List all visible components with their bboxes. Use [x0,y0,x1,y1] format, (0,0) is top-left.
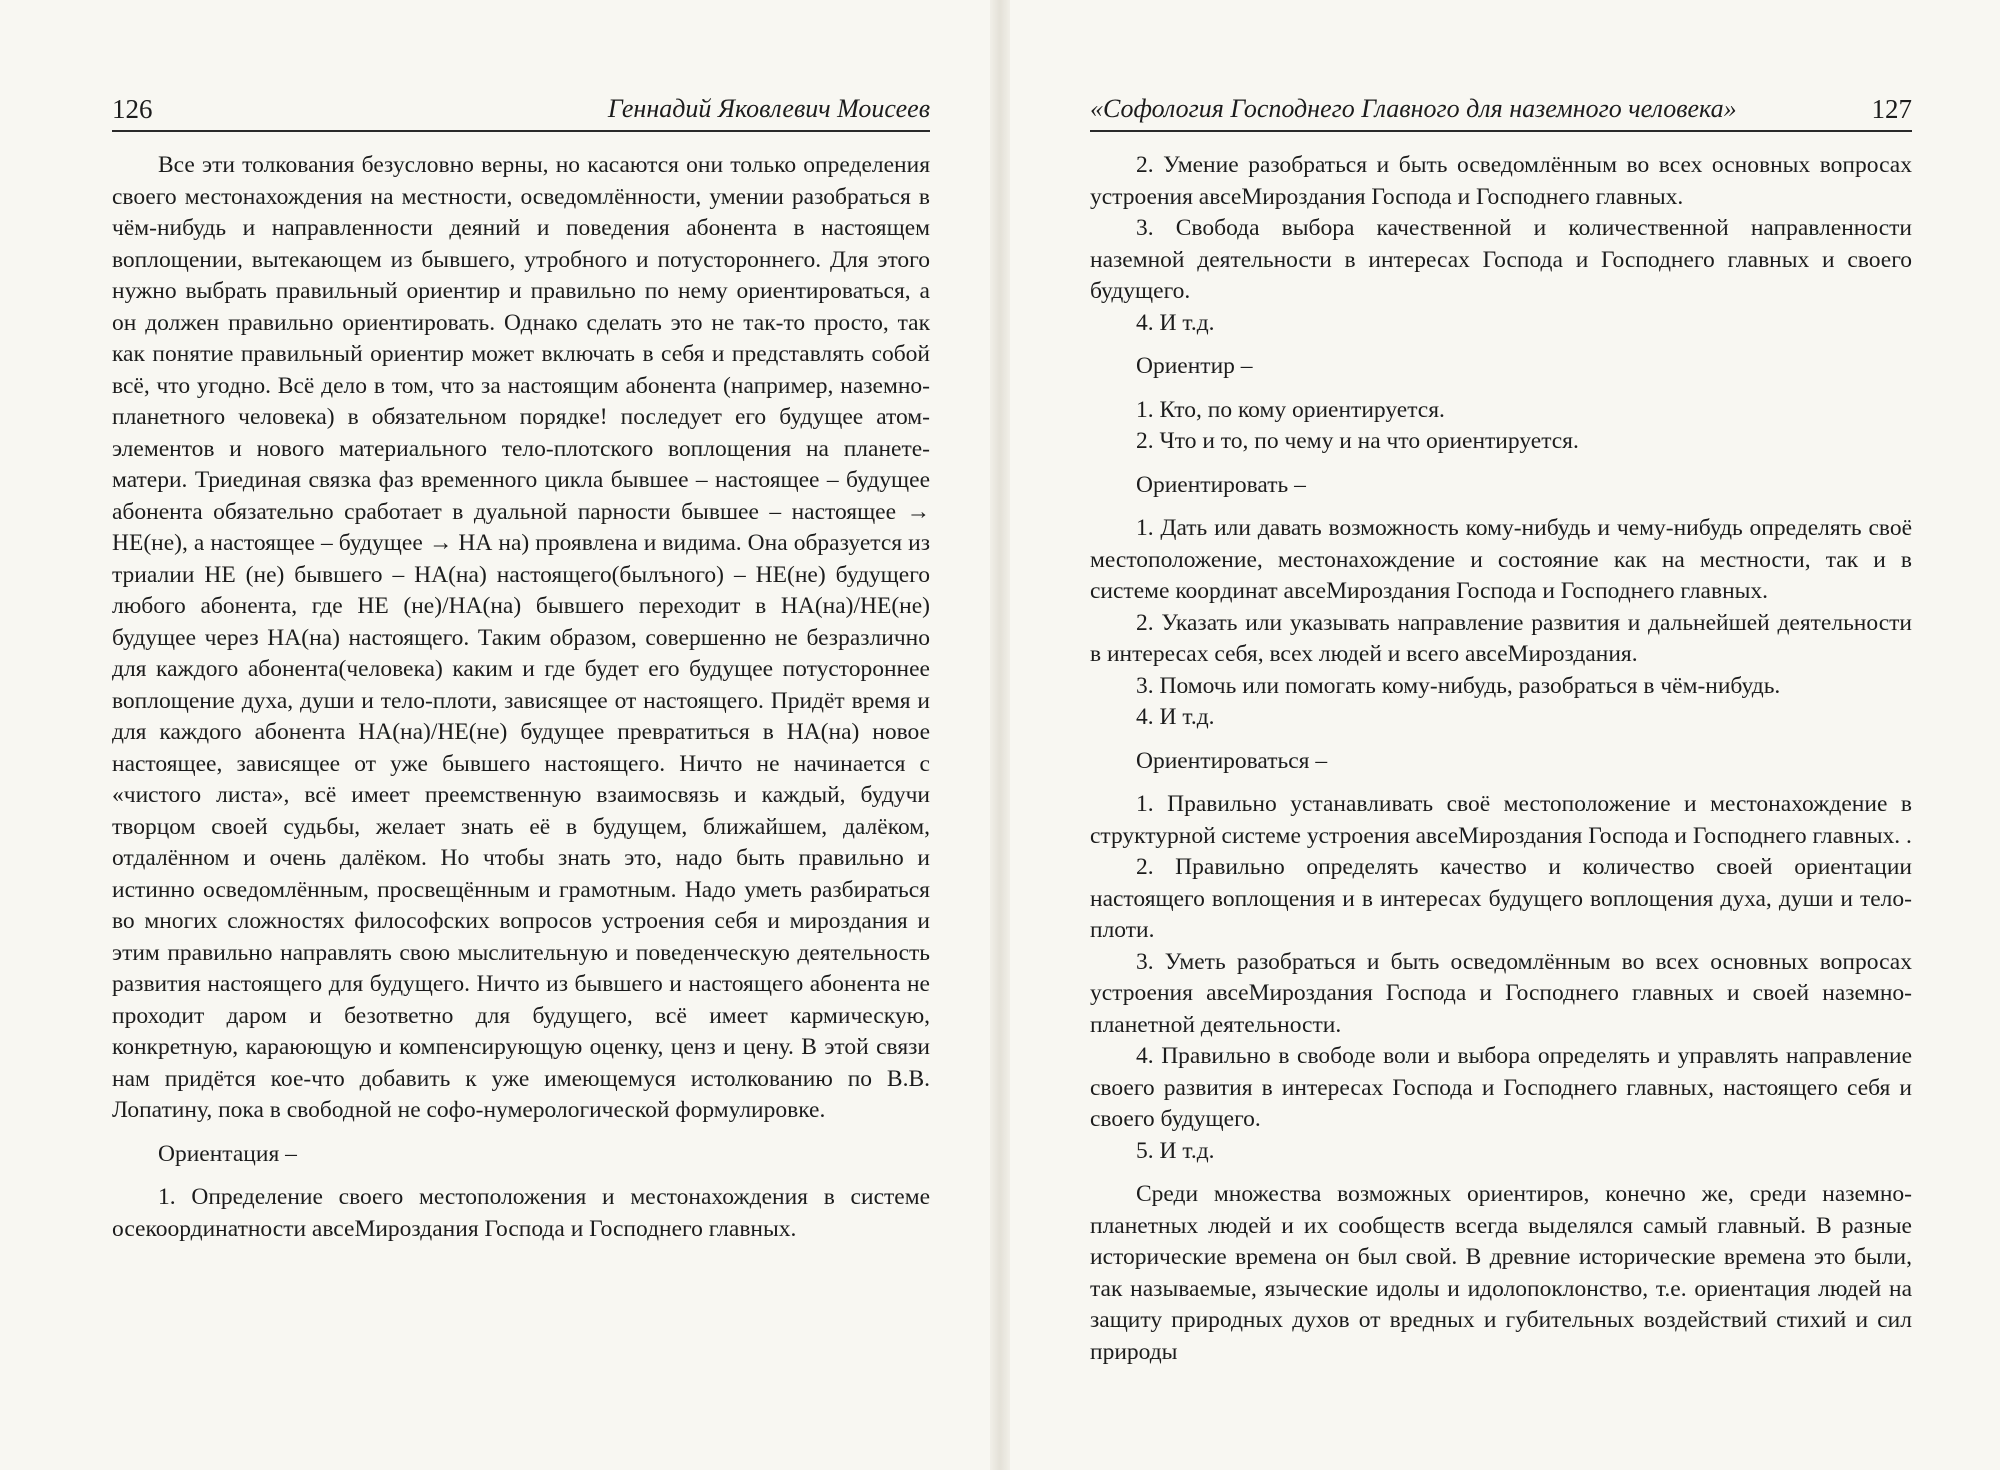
term-heading: Ориентир – [1136,353,1253,379]
paragraph: Среди множества возможных ориентиров, конечно же, среди наземно-планетных людей и их сообществ всегда выделялся самый главный. В разные исторические времена он был свой. В древние исторические времена это были, так называемые, языческие идолы и идолопоклонство, т.е. ориентация людей на защиту природных духов от вредных и губительных воздействий стихий и сил природы [1090,1181,1912,1365]
list-item: 4. И т.д. [1136,309,1215,336]
list-item: 3. Уметь разобраться и быть осведомлённым во всех основных вопросах устроения авсеМироздания Господа и Господнего главных и своей наземно-планетной деятельности. [1090,948,1912,1038]
right-page-header [1090,88,1912,132]
page-number: 126 [112,94,153,124]
paragraph: Все эти толкования безусловно верны, но касаются они только определения своего местонахождения на местности, осведомлённости, умении разобраться в чём-нибудь и направленности деяний и поведения абонента в настоящем воплощении, вытекающем из бывшего, утробного и потустороннего. Для этого нужно выбрать правильный ориентир и правильно по нему ориентироваться, а он должен правильно ориентировать. Однако сделать это не так-то просто, так как понятие правильный ориентир может включать в себя и представлять собой всё, что угодно. Всё дело в том, что за настоящим абонента (например, наземно-планетного человека) в обязательном порядке! последует его будущее атом-элементов и нового материального тело-плотского воплощения на планете-матери. Триединая связка фаз временного цикла бывшее – настоящее – будущее абонента обязательно сработает в дуальной парности бывшее – настоящее → НЕ(не), а настоящее – будущее → НА на) проявлена и видима. Она образуется из триалии НЕ (не) бывшего – НА(на) настоящего(былъного) – НЕ(не) будущего любого абонента, где НЕ (не)/НА(на) бывшего переходит в НА(на)/НЕ(не) будущее через НА(на) настоящего. Таким образом, совершенно не безразлично для каждого абонента(человека) каким и где будет его будущее потустороннее воплощение духа, души и тело-плоти, зависящее от настоящего. Придёт время и для каждого абонента НА(на)/НЕ(не) будущее превратиться в НА(на) новое настоящее, зависящее от уже бывшего настоящего. Ничто не начинается с «чистого листа», всё имеет преемственную взаимосвязь и каждый, будучи творцом своей судьбы, желает знать её в будущем, ближайшем, далёком, отдалённом и очень далёком. Но чтобы знать это, надо быть правильно и истинно осведомлённым, просвещённым и грамотным. Надо уметь разбираться во многих сложностях философских вопросов устроения себя и мироздания и этим правильно направлять свою мыслительную и поведенческую деятельность развития настоящего для будущего. Ничто из бывшего и настоящего абонента не проходит даром и безответно для будущего, всё имеет кармическую, конкретную, караюющую и компенсирующую оценку, ценз и цену. В этой связи нам придётся кое-что добавить к уже имеющемуся истолкованию по В.В. Лопатину, пока в свободной не софо-нумерологической формулировке. [112,152,930,1123]
list-item: 1. Кто, по кому ориентируется. [1136,396,1445,423]
term-heading: Ориентировать – [1136,471,1306,498]
term-heading: Ориентироваться – [1136,747,1328,774]
page-number: 127 [1871,94,1912,124]
right-page-body [1090,150,1912,1368]
list-item: 2. Указать или указывать направление развития и дальнейшей деятельности в интересах себя, всех людей и всего авсеМироздания. [1090,609,1912,667]
list-item: 4. И т.д. [1136,704,1215,730]
left-page-header [112,88,930,132]
running-head-title: «Софология Господнего Главного для наземного человека» [1090,94,1737,123]
term-heading: Ориентация – [158,1140,297,1167]
list-item: 1. Дать или давать возможность кому-нибудь и чему-нибудь определять своё местоположение, местонахождение и состояние как на местности, так и в системе координат авсеМироздания Господа и Господнего главных. [1090,515,1912,604]
list-item: 2. Умение разобраться и быть осведомлённым во всех основных вопросах устроения авсеМироздания Господа и Господнего главных. [1090,152,1912,210]
left-page-body [112,150,930,1245]
list-item: 2. Что и то, по чему и на что ориентируется. [1136,428,1579,454]
paragraph: 1. Определение своего местоположения и местонахождения в системе осекоординатности авсеМироздания Господа и Господнего главных. [112,1184,930,1242]
list-item: 4. Правильно в свободе воли и выбора определять и управлять направление своего развития в интересах Господа и Господнего главных, настоящего себя и своего будущего. [1090,1043,1912,1132]
right-page [1010,0,2000,1470]
book-gutter [990,0,1010,1470]
list-item: 1. Правильно устанавливать своё местоположение и местонахождение в структурной системе устроения авсеМироздания Господа и Господнего главных. . [1090,791,1912,849]
list-item: 3. Помочь или помогать кому-нибудь, разобраться в чём-нибудь. [1136,672,1781,699]
list-item: 5. И т.д. [1136,1137,1215,1164]
running-head-author: Геннадий Яковлевич Моисеев [607,94,930,123]
list-item: 3. Свобода выбора качественной и количественной направленности наземной деятельности в интересах Господа и Господнего главных и своего будущего. [1090,215,1912,304]
left-page [0,0,990,1470]
list-item: 2. Правильно определять качество и количество своей ориентации настоящего воплощения и в интересах будущего воплощения духа, души и тело-плоти. [1090,854,1912,943]
